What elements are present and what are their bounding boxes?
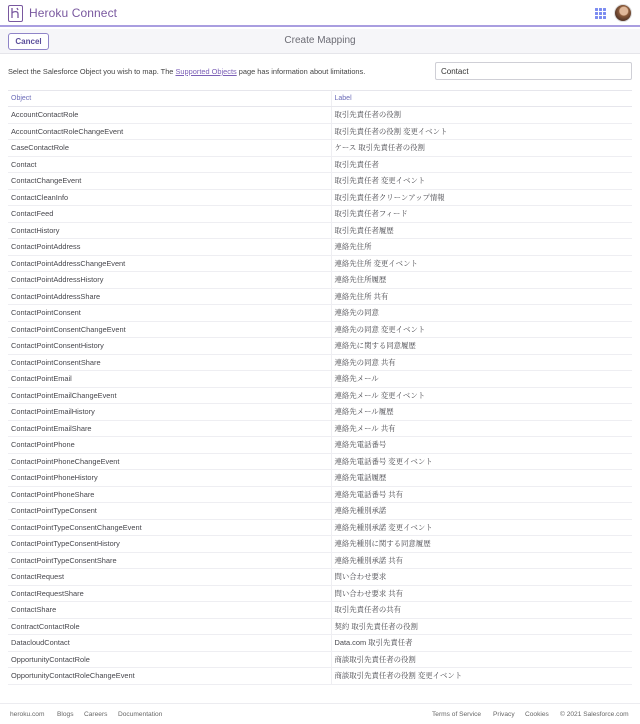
object-label-cell: 取引先責任者履歴 [331,222,632,239]
table-row[interactable] [8,635,632,652]
object-label-cell: 連絡先種別承諾 [331,503,632,520]
footer-link-cookies[interactable]: Cookies [525,711,549,718]
page-title: Create Mapping [284,35,356,46]
table-row[interactable] [8,668,632,685]
intro-before-link: Select the Salesforce Object you wish to map. The [8,67,176,76]
object-name-cell[interactable]: ContactPointAddressHistory [8,272,331,289]
object-label-cell: 商談取引先責任者の役割 [331,651,632,668]
object-name-cell[interactable]: OpportunityContactRoleChangeEvent [8,668,331,685]
table-row[interactable] [8,354,632,371]
object-name-cell[interactable]: ContactChangeEvent [8,173,331,190]
table-row[interactable] [8,453,632,470]
table-row[interactable] [8,272,632,289]
page-toolbar [0,29,640,54]
column-header-label[interactable]: Label [331,91,632,107]
object-name-cell[interactable]: ContactPointEmailChangeEvent [8,387,331,404]
object-name-cell[interactable]: ContactRequest [8,569,331,586]
object-label-cell: ケース 取引先責任者の役割 [331,140,632,157]
table-row[interactable] [8,288,632,305]
object-label-cell: 連絡先メール履歴 [331,404,632,421]
table-row[interactable] [8,536,632,553]
object-label-cell: 取引先責任者 [331,156,632,173]
object-name-cell[interactable]: ContactPointEmailHistory [8,404,331,421]
table-row[interactable] [8,437,632,454]
object-name-cell[interactable]: ContactPointPhoneHistory [8,470,331,487]
object-label-cell: 取引先責任者の役割 変更イベント [331,123,632,140]
object-name-cell[interactable]: ContactHistory [8,222,331,239]
table-row[interactable] [8,305,632,322]
object-name-cell[interactable]: ContractContactRole [8,618,331,635]
table-row[interactable] [8,585,632,602]
object-label-cell: 連絡先種別承諾 共有 [331,552,632,569]
table-row[interactable] [8,206,632,223]
supported-objects-link[interactable]: Supported Objects [175,67,237,76]
object-name-cell[interactable]: ContactPointEmail [8,371,331,388]
intro-after-link: page has information about limitations. [236,67,366,76]
table-row[interactable] [8,222,632,239]
object-label-cell: 連絡先種別承諾 変更イベント [331,519,632,536]
object-label-cell: 連絡先電話履歴 [331,470,632,487]
object-label-cell: 取引先責任者クリーンアップ情報 [331,189,632,206]
object-label-cell: 連絡先電話番号 変更イベント [331,453,632,470]
footer-link-privacy[interactable]: Privacy [493,711,515,718]
object-name-cell[interactable]: ContactPointTypeConsent [8,503,331,520]
object-table [8,90,632,685]
object-name-cell[interactable]: ContactPointConsentChangeEvent [8,321,331,338]
object-name-cell[interactable]: ContactPointAddressChangeEvent [8,255,331,272]
object-label-cell: 連絡先種別に関する同意履歴 [331,536,632,553]
object-name-cell[interactable]: ContactPointTypeConsentHistory [8,536,331,553]
table-row[interactable] [8,255,632,272]
footer-link-careers[interactable]: Careers [84,711,108,718]
object-name-cell[interactable]: ContactRequestShare [8,585,331,602]
object-name-cell[interactable]: ContactPointTypeConsentShare [8,552,331,569]
object-name-cell[interactable]: Contact [8,156,331,173]
object-name-cell[interactable]: ContactFeed [8,206,331,223]
object-label-cell: 問い合わせ要求 [331,569,632,586]
object-name-cell[interactable]: ContactPointPhone [8,437,331,454]
object-label-cell: 連絡先に関する同意履歴 [331,338,632,355]
object-name-cell[interactable]: ContactPointConsent [8,305,331,322]
table-row[interactable] [8,107,632,124]
object-label-cell: 連絡先の同意 [331,305,632,322]
object-label-cell: 取引先責任者フィード [331,206,632,223]
table-row[interactable] [8,420,632,437]
table-row[interactable] [8,519,632,536]
object-name-cell[interactable]: ContactPointPhoneShare [8,486,331,503]
object-name-cell[interactable]: AccountContactRole [8,107,331,124]
table-row[interactable] [8,618,632,635]
object-label-cell: 連絡先の同意 変更イベント [331,321,632,338]
table-row[interactable] [8,156,632,173]
table-row[interactable] [8,338,632,355]
object-label-cell: 商談取引先責任者の役割 変更イベント [331,668,632,685]
table-row[interactable] [8,140,632,157]
object-label-cell: 連絡先メール [331,371,632,388]
object-search-input[interactable] [435,62,632,80]
object-name-cell[interactable]: ContactPointConsentHistory [8,338,331,355]
table-row[interactable] [8,371,632,388]
table-row[interactable] [8,602,632,619]
table-row[interactable] [8,123,632,140]
object-name-cell[interactable]: ContactPointEmailShare [8,420,331,437]
object-name-cell[interactable]: CaseContactRole [8,140,331,157]
footer-link-terms[interactable]: Terms of Service [432,711,482,718]
footer [0,703,640,724]
object-name-cell[interactable]: ContactShare [8,602,331,619]
object-name-cell[interactable]: OpportunityContactRole [8,651,331,668]
table-row[interactable] [8,173,632,190]
object-label-cell: 取引先責任者の役割 [331,107,632,124]
app-grid-icon[interactable] [595,8,606,19]
object-name-cell[interactable]: ContactCleanInfo [8,189,331,206]
object-name-cell[interactable]: ContactPointConsentShare [8,354,331,371]
table-row[interactable] [8,470,632,487]
cancel-button[interactable]: Cancel [8,33,49,50]
table-row[interactable] [8,486,632,503]
object-label-cell: 取引先責任者の共有 [331,602,632,619]
table-row[interactable] [8,552,632,569]
table-row[interactable] [8,239,632,256]
object-name-cell[interactable]: ContactPointAddress [8,239,331,256]
object-label-cell: 取引先責任者 変更イベント [331,173,632,190]
footer-link-blogs[interactable]: Blogs [57,711,74,718]
table-row[interactable] [8,404,632,421]
intro-text [8,67,365,76]
column-header-object[interactable]: Object [8,91,331,107]
table-row[interactable] [8,387,632,404]
footer-link-documentation[interactable]: Documentation [118,711,163,718]
object-label-cell: 連絡先住所履歴 [331,272,632,289]
footer-copyright: © 2021 Salesforce.com [560,711,629,718]
heroku-logo-icon[interactable] [8,5,23,22]
object-label-cell: 連絡先住所 [331,239,632,256]
object-label-cell: 連絡先電話番号 [331,437,632,454]
object-label-cell: 問い合わせ要求 共有 [331,585,632,602]
footer-link-heroku[interactable]: heroku.com [10,711,45,718]
table-row[interactable] [8,569,632,586]
object-label-cell: 連絡先メール 変更イベント [331,387,632,404]
object-label-cell: 連絡先の同意 共有 [331,354,632,371]
table-row[interactable] [8,503,632,520]
object-name-cell[interactable]: ContactPointTypeConsentChangeEvent [8,519,331,536]
object-name-cell[interactable]: ContactPointAddressShare [8,288,331,305]
object-name-cell[interactable]: DatacloudContact [8,635,331,652]
user-avatar[interactable] [614,4,632,22]
object-label-cell: 連絡先電話番号 共有 [331,486,632,503]
object-name-cell[interactable]: AccountContactRoleChangeEvent [8,123,331,140]
object-label-cell: Data.com 取引先責任者 [331,635,632,652]
object-label-cell: 契約 取引先責任者の役割 [331,618,632,635]
brand-name[interactable]: Heroku Connect [29,6,118,20]
table-row[interactable] [8,651,632,668]
object-label-cell: 連絡先住所 変更イベント [331,255,632,272]
table-row[interactable] [8,189,632,206]
table-header-row [8,91,632,107]
object-label-cell: 連絡先メール 共有 [331,420,632,437]
object-label-cell: 連絡先住所 共有 [331,288,632,305]
top-nav-bar [0,0,640,27]
object-name-cell[interactable]: ContactPointPhoneChangeEvent [8,453,331,470]
table-row[interactable] [8,321,632,338]
table-body [8,107,632,685]
